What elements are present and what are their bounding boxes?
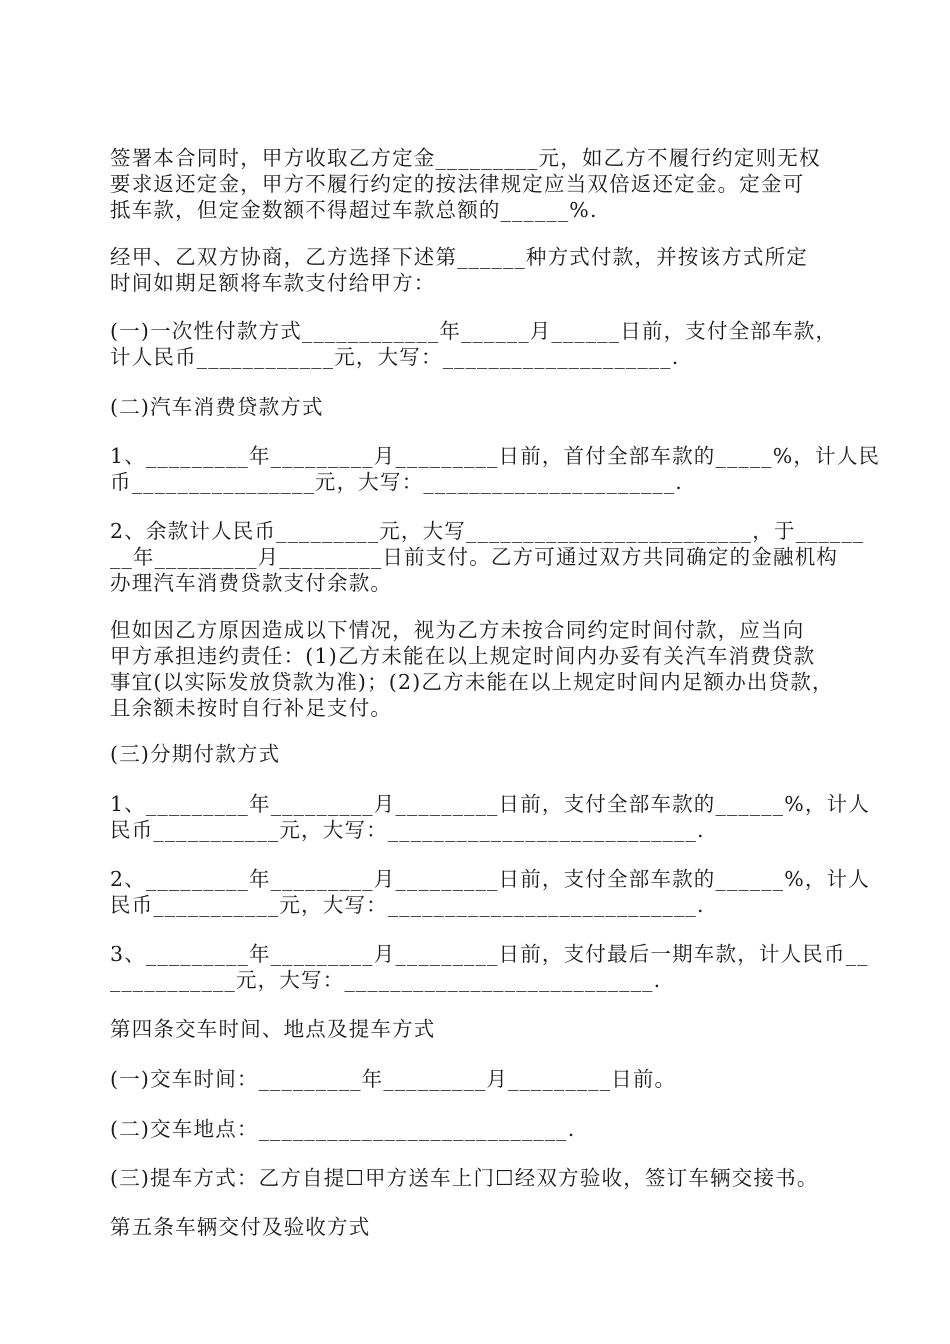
installment-3-paragraph [110, 941, 869, 993]
text-line: (一)一次性付款方式____________年______月______日前，支付全部车款， [110, 319, 838, 343]
text-line: 2、_________年_________月_________日前，支付全部车款的______%，计人 [110, 867, 870, 891]
deposit-paragraph [110, 145, 850, 223]
delivery-time-paragraph [110, 1066, 850, 1092]
text-line: (一)交车时间：_________年_________月_________日前。 [110, 1067, 677, 1091]
text-line: 3、_________年_________月_________日前，支付最后一期车款，计人民币__ [110, 942, 869, 966]
text-line: 时间如期足额将车款支付给甲方： [110, 271, 436, 295]
article-4-heading [110, 1016, 850, 1042]
text-line: 经甲、乙双方协商，乙方选择下述第______种方式付款，并按该方式所定 [110, 245, 808, 269]
text-line: 计人民币____________元，大写：____________________. [110, 345, 680, 369]
text-line: (三)分期付款方式 [110, 742, 281, 766]
loan-balance-paragraph [110, 518, 865, 596]
text-line: 1、_________年_________月_________日前，支付全部车款的______%，计人 [110, 792, 870, 816]
pickup-method-paragraph [110, 1165, 850, 1191]
breach-liability-paragraph [110, 617, 850, 721]
loan-payment-heading [110, 394, 850, 420]
lump-sum-payment-paragraph [110, 318, 850, 370]
payment-method-choice-paragraph [110, 244, 850, 296]
text-line: 民币___________元，大写：___________________________. [110, 818, 705, 842]
text-line: 但如因乙方原因造成以下情况，视为乙方未按合同约定时间付款，应当向 [110, 618, 805, 642]
text-line: (二)汽车消费贷款方式 [110, 395, 324, 419]
text-line: 且余额未按时自行补足支付。 [110, 696, 393, 720]
text-line: ___________元，大写：___________________________. [110, 968, 662, 992]
loan-down-payment-paragraph [110, 443, 881, 495]
text-line: 第四条交车时间、地点及提车方式 [110, 1017, 436, 1041]
text-line: 抵车款，但定金数额不得超过车款总额的______%. [110, 198, 598, 222]
text-line: (二)交车地点：___________________________. [110, 1117, 576, 1141]
installment-2-paragraph [110, 866, 870, 918]
text-line: __年_________月_________日前支付。乙方可通过双方共同确定的金融机构 [110, 545, 839, 569]
text-line: 币________________元，大写：______________________. [110, 470, 684, 494]
text-line: 2、余款计人民币_________元，大写_________________________，于______ [110, 519, 865, 543]
article-5-heading [110, 1214, 850, 1240]
installment-payment-heading [110, 741, 850, 767]
text-line: 甲方承担违约责任：(1)乙方未能在以上规定时间内办妥有关汽车消费贷款 [110, 644, 816, 668]
text-line: 第五条车辆交付及验收方式 [110, 1215, 371, 1239]
text-line: 1、_________年_________月_________日前，首付全部车款的_____%，计人民 [110, 444, 881, 468]
text-line: 事宜(以实际发放贷款为准)；(2)乙方未能在以上规定时间内足额办出贷款， [110, 670, 834, 694]
text-line: 要求返还定金，甲方不履行约定的按法律规定应当双倍返还定金。定金可 [110, 172, 805, 196]
text-line: (三)提车方式：乙方自提☐甲方送车上门☐经双方验收，签订车辆交接书。 [110, 1166, 819, 1190]
delivery-location-paragraph [110, 1116, 850, 1142]
text-line: 民币___________元，大写：___________________________. [110, 893, 705, 917]
text-line: 办理汽车消费贷款支付余款。 [110, 571, 393, 595]
text-line: 签署本合同时，甲方收取乙方定金_________元，如乙方不履行约定则无权 [110, 146, 821, 170]
installment-1-paragraph [110, 791, 870, 843]
